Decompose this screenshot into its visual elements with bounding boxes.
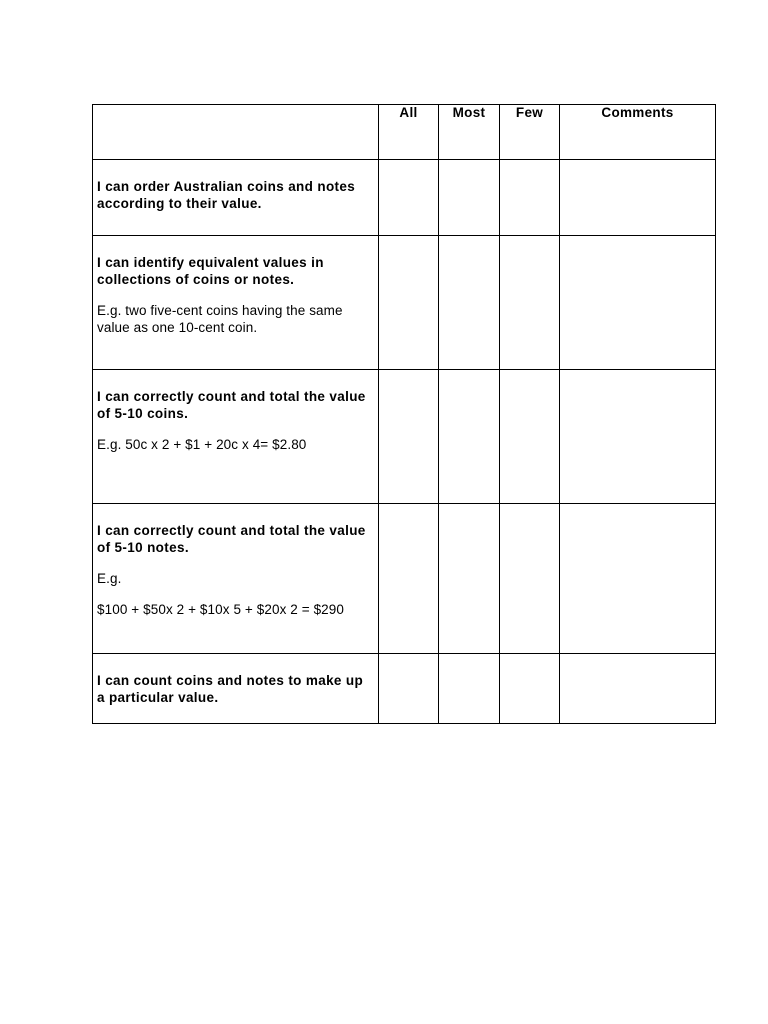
criteria-statement: I can order Australian coins and notes according to their value. xyxy=(97,179,356,211)
header-criteria xyxy=(93,105,379,160)
criteria-example: E.g. 50c x 2 + $1 + 20c x 4= $2.80 xyxy=(97,437,307,452)
criteria-statement: I can correctly count and total the value of 5-10 notes. xyxy=(97,523,366,555)
most-cell[interactable] xyxy=(439,654,500,724)
few-cell[interactable] xyxy=(500,654,560,724)
most-cell[interactable] xyxy=(439,504,500,654)
criteria-statement: I can identify equivalent values in collections of coins or notes. xyxy=(97,255,324,287)
few-cell[interactable] xyxy=(500,236,560,370)
table-row xyxy=(93,654,716,724)
criteria-cell xyxy=(93,236,379,370)
comments-cell[interactable] xyxy=(560,236,716,370)
comments-cell[interactable] xyxy=(560,160,716,236)
criteria-statement: I can count coins and notes to make up a particular value. xyxy=(97,673,364,705)
comments-cell[interactable] xyxy=(560,370,716,504)
criteria-cell xyxy=(93,504,379,654)
all-cell[interactable] xyxy=(379,370,439,504)
table-row xyxy=(93,504,716,654)
header-comments: Comments xyxy=(560,105,716,160)
header-few: Few xyxy=(500,105,560,160)
criteria-cell xyxy=(93,370,379,504)
criteria-example: E.g. xyxy=(97,571,122,586)
comments-cell[interactable] xyxy=(560,504,716,654)
header-all: All xyxy=(379,105,439,160)
criteria-statement: I can correctly count and total the value of 5-10 coins. xyxy=(97,389,366,421)
most-cell[interactable] xyxy=(439,370,500,504)
all-cell[interactable] xyxy=(379,160,439,236)
all-cell[interactable] xyxy=(379,654,439,724)
few-cell[interactable] xyxy=(500,160,560,236)
comments-cell[interactable] xyxy=(560,654,716,724)
header-row xyxy=(93,105,716,160)
table-row xyxy=(93,236,716,370)
table-row xyxy=(93,370,716,504)
most-cell[interactable] xyxy=(439,160,500,236)
criteria-cell xyxy=(93,160,379,236)
header-most: Most xyxy=(439,105,500,160)
table-row xyxy=(93,160,716,236)
assessment-checklist-table xyxy=(92,104,716,724)
few-cell[interactable] xyxy=(500,370,560,504)
all-cell[interactable] xyxy=(379,236,439,370)
most-cell[interactable] xyxy=(439,236,500,370)
few-cell[interactable] xyxy=(500,504,560,654)
criteria-example: $100 + $50x 2 + $10x 5 + $20x 2 = $290 xyxy=(97,602,345,617)
criteria-example: E.g. two five-cent coins having the same value as one 10-cent coin. xyxy=(97,303,343,335)
all-cell[interactable] xyxy=(379,504,439,654)
criteria-cell xyxy=(93,654,379,724)
